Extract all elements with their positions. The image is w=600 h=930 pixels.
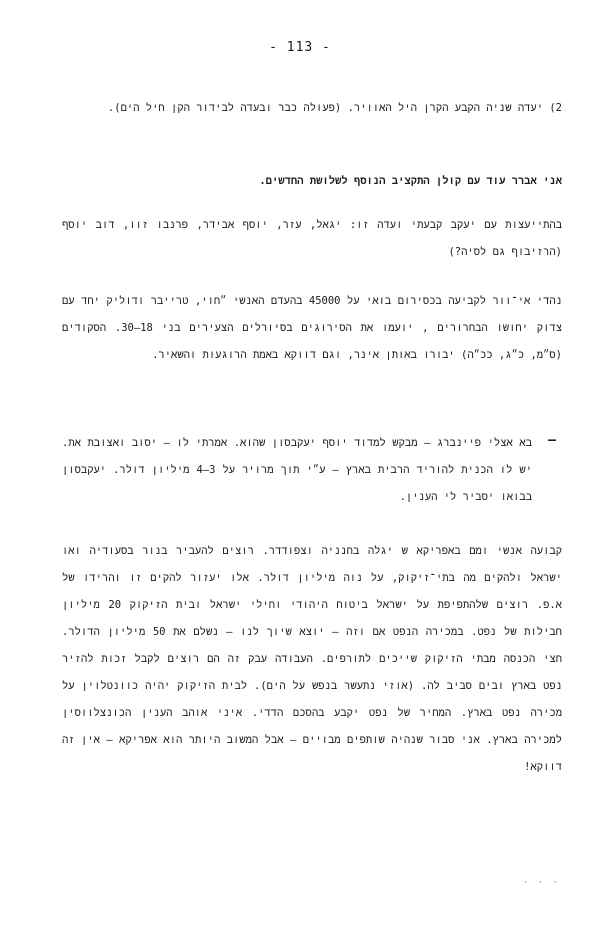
paragraph-feinberg: בא אצלי פיינברג – מבקש למדוד יוסף יעקבסון שהוא. אמרתי לו – יסוב ואצובת את. יש לו הכנית להוריד הרבית בארץ – ע״י תוך מרויר על 3—4 מיליון דולר. יעקבסון בבואו יסביר לי הענין. <box>55 437 532 503</box>
page-number: - 113 - <box>269 40 331 55</box>
corner-mark: · · · <box>522 878 560 888</box>
paragraph-dash: – <box>548 433 556 448</box>
paragraph-committee: בהתייעצות עם יעקב קבעתי ועדה זו: יגאל, עזר, יוסף אבידר, פרנבו זוו, דוב יוסף (הרזיבוף גם לסיה?) <box>55 219 562 258</box>
paragraph-oil-refinery: קבועה אנשי ומם באפריקא ש יגלה בחנניה וצפודדר. רוצים להעביר בנור בסעודיה ואו ישראל ולהקים מה בתי־זיקוק, על נוה מיליון דולר. אלו יעזור להקים זו והרידו של א.פ. רוצים שלהתפיפת על ישראל ביטוח היהודי וחילי ישראל ובית הזיקוק 20 מיליון חבילות של נפט. במכירה הנפט אם וזה – יוצא שיוך לנו – נשלם את 50 מיליון הדולר. חצי הכנסה מבתי הזיקוק שייכים לתורפים. העבודה עבק זה הם רוצים לקבל זכות להזיר נפט בארץ ובים סביב לה. (אוזי נתעשר בנפש על הים). לבית הזיקוק יהיה כוונטלוין על מכירה נפט בארץ. המחיר של נפט יקבע בהסכם הדדי. איני אוהב הענין הכונצלווסין למכירה בארץ. אני סבור שנהיה שותפים מבויים – אבל המשוב היותר הוא אפריקא – אין זה דווקא! <box>55 545 562 773</box>
paragraph-air-force: 2) יעדה שניה הקבע הקרן היל האוויר. (פעולה כבר ובעדה לבידור הקן חיל הים). <box>107 102 562 114</box>
paragraph-recruitment: נהדי אי־וור לקביעה בכסירום בואי על 45000 בהעדם האנשי ״חוי, טרייבר ודוליק יחד עם צדוק יחושו הבחרורים , יועמו את הסירוגים בסיורלים הצעירים בני 18—30. הסקודים (ס״מ, כ״ג, ככ״ה) יבורו באותן אינר, וגם דווקא באמת הרוגעות והשאיר. <box>55 295 562 361</box>
paragraph-budget: אני אברר עוד עם קולן התקציב הנוסף לשלושת החדשים. <box>259 175 562 187</box>
